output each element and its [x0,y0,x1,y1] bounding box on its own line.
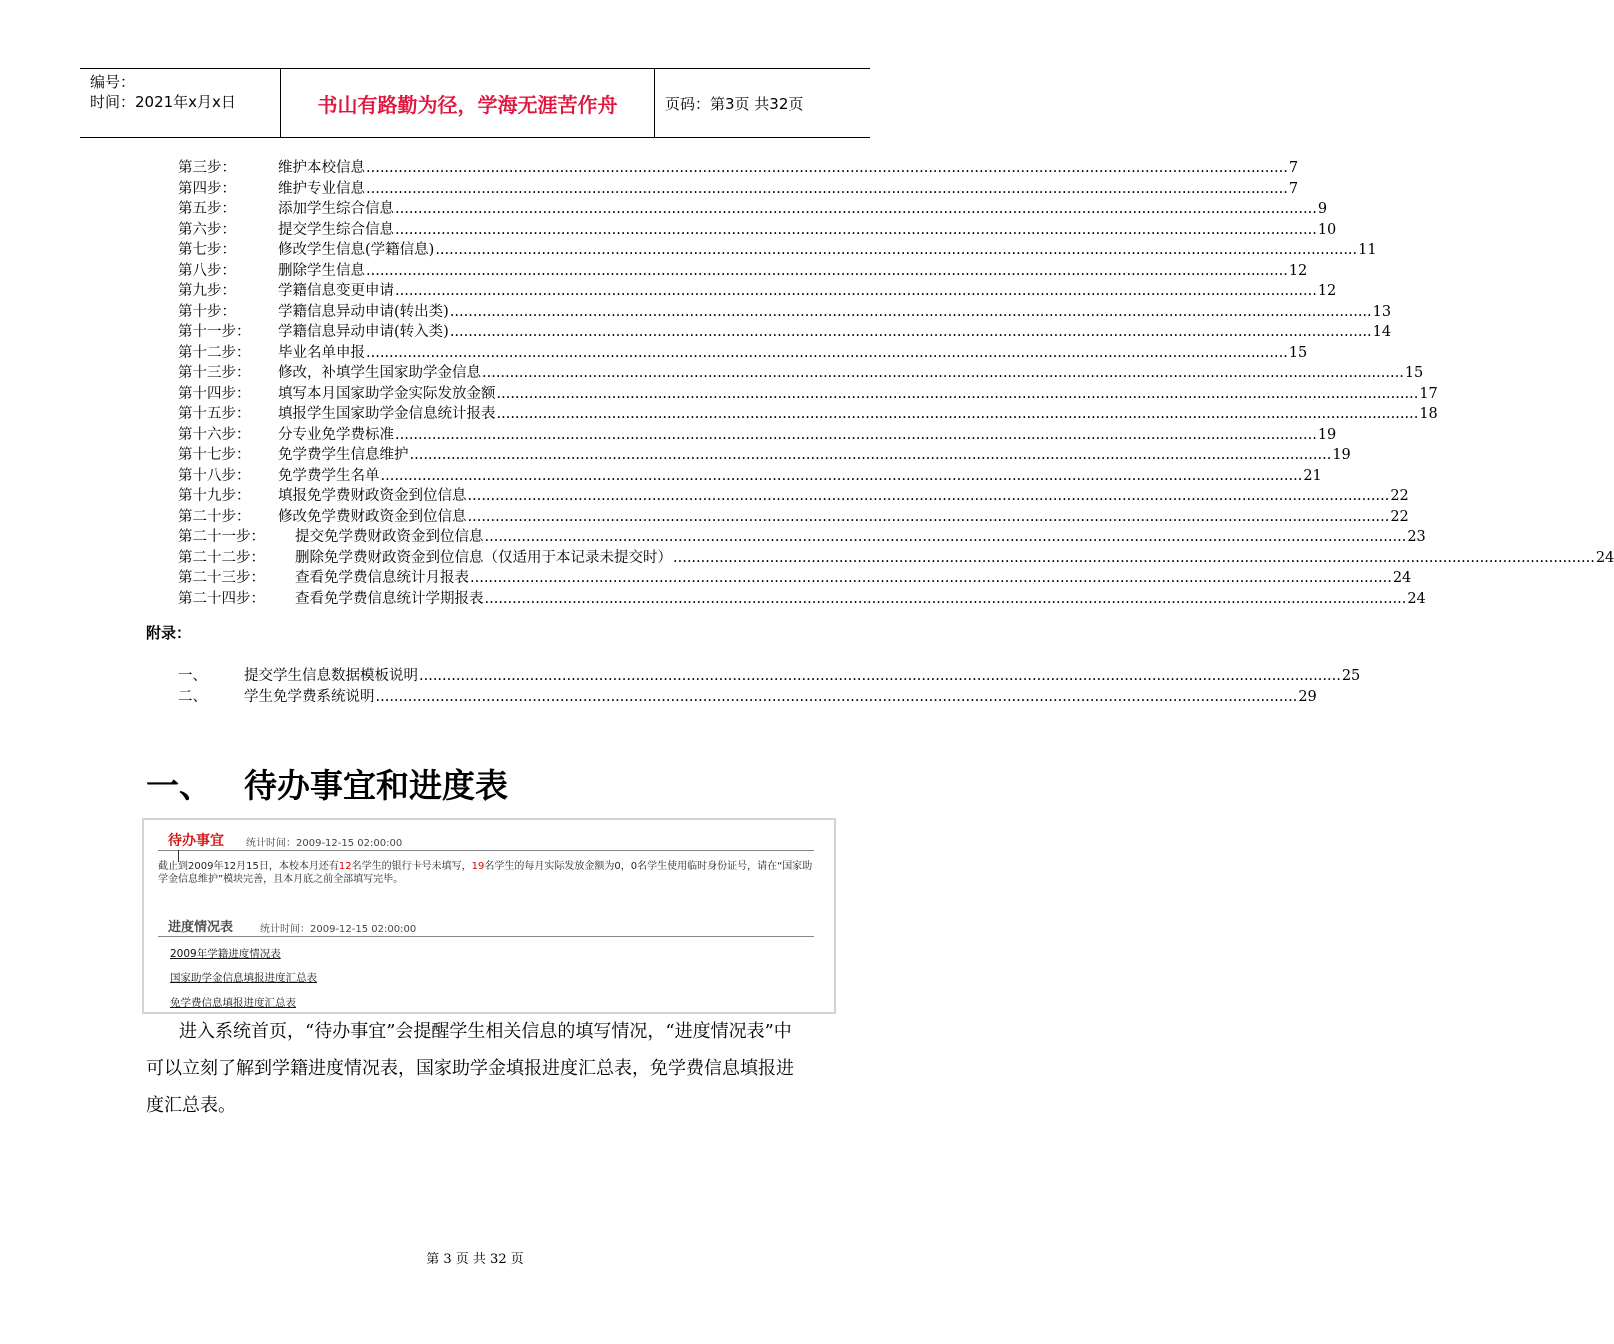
toc-page: 15 [1288,344,1308,361]
toc-title: 免学费学生信息维护 [278,447,409,463]
toc-leader: ........................................................................................................................................................................................................ [366,160,1288,176]
toc-entry [178,322,1392,343]
toc-leader: ........................................................................................................................................................................................................ [673,549,1595,566]
time-label: 时间：2021年x月x日 [90,93,236,111]
todo-message [158,860,818,886]
toc-step: 第八步： [178,262,236,279]
paragraph-text: 进入系统首页，“待办事宜”会提醒学生相关信息的填写情况，“进度情况表”中可以立刻了解到学籍进度情况表，国家助学金填报进度汇总表，免学费信息填报进度汇总表。 [146,1021,794,1116]
toc-step: 第十四步： [178,385,251,402]
motto: 书山有路勤为径，学海无涯苦作舟 [281,69,655,137]
toc-leader: ........................................................................................................................................................................................................ [380,467,1303,484]
toc-step: 第九步： [178,283,236,299]
toc-page: 19 [1317,426,1337,443]
toc-step: 第二十三步： [178,570,265,586]
toc-entry [178,445,1351,466]
toc-leader: ........................................................................................................................................................................................................ [496,385,1419,402]
toc-leader: ........................................................................................................................................................................................................ [470,570,1392,586]
section-number: 一、 [146,766,212,805]
toc-page: 22 [1390,508,1409,525]
divider [158,850,814,851]
number-label: 编号： [90,73,136,91]
toc-entry [178,240,1377,261]
toc-page: 7 [1288,160,1299,176]
toc-title: 提交学生综合信息 [278,221,394,238]
toc-leader: ........................................................................................................................................................................................................ [484,529,1407,545]
todo-title: 待办事宜 [168,833,224,849]
toc-title: 分专业免学费标准 [278,426,394,443]
toc-page: 24 [1595,549,1614,566]
system-screenshot [142,818,836,1014]
toc-leader: ........................................................................................................................................................................................................ [467,508,1390,525]
toc-page: 10 [1317,221,1337,238]
toc-entry [178,568,1412,589]
toc-step: 第十七步： [178,447,251,463]
toc-step: 一、 [178,668,207,684]
toc-title: 删除学生信息 [278,262,365,279]
toc-leader: ........................................................................................................................................................................................................ [482,365,1404,381]
toc-entry [178,261,1308,282]
link-tuition-progress[interactable]: 免学费信息填报进度汇总表 [170,997,296,1009]
toc-entry [178,158,1299,179]
msg-count-2: 19 [471,861,485,872]
toc-leader: ........................................................................................................................................................................................................ [435,242,1358,258]
toc-title: 提交免学费财政资金到位信息 [295,529,484,545]
toc-entry [178,548,1614,569]
body-paragraph [146,1013,808,1124]
toc-title: 免学费学生名单 [278,467,380,484]
toc-entry [178,281,1337,302]
toc-leader: ........................................................................................................................................................................................................ [419,668,1341,684]
toc-entry [178,687,1317,708]
toc-title: 学籍信息异动申请(转出类) [278,303,449,320]
toc-leader: ........................................................................................................................................................................................................ [395,426,1317,443]
toc-page: 13 [1372,303,1392,320]
divider [158,936,814,937]
toc-step: 第十八步： [178,467,251,484]
msg-part: 名学生的银行卡号未填写， [351,861,472,872]
toc-page: 29 [1298,688,1317,705]
toc-leader: ........................................................................................................................................................................................................ [449,303,1372,320]
progress-time: 统计时间：2009-12-15 02:00:00 [260,924,417,935]
toc-page: 24 [1392,570,1412,586]
toc-leader: ........................................................................................................................................................................................................ [496,406,1419,422]
toc-title: 填报免学费财政资金到位信息 [278,488,467,504]
toc-entry [178,302,1392,323]
table-of-contents [178,158,1614,609]
section-title: 待办事宜和进度表 [244,766,508,805]
toc-step: 第十六步： [178,426,251,443]
toc-title: 查看免学费信息统计月报表 [295,570,469,586]
toc-title: 学籍信息异动申请(转入类) [278,324,449,340]
toc-page: 23 [1407,529,1426,545]
page-footer: 第 3 页 共 32 页 [426,1252,524,1267]
toc-leader: ........................................................................................................................................................................................................ [366,344,1288,361]
toc-step: 第七步： [178,242,236,258]
toc-entry [178,199,1328,220]
toc-step: 第四步： [178,180,236,197]
msg-part: 截止到2009年12月15日，本校本月还有 [158,861,339,872]
toc-leader: ........................................................................................................................................................................................................ [467,488,1390,504]
toc-entry [178,363,1424,384]
toc-page: 25 [1341,668,1361,684]
toc-step: 第十九步： [178,488,251,504]
toc-step: 第十步： [178,303,236,320]
toc-step: 第二十四步： [178,590,265,607]
page-info: 页码：第3页 共32页 [665,94,804,113]
todo-time: 统计时间：2009-12-15 02:00:00 [246,838,403,849]
toc-page: 9 [1317,201,1328,217]
toc-title: 查看免学费信息统计学期报表 [295,590,484,607]
toc-title: 维护专业信息 [278,180,365,197]
toc-step: 第十二步： [178,344,251,361]
toc-entry [178,507,1409,528]
toc-title: 填写本月国家助学金实际发放金额 [278,385,496,402]
toc-page: 12 [1317,283,1337,299]
toc-step: 第十五步： [178,406,251,422]
toc-step: 第六步： [178,221,236,238]
appendix-label: 附录： [146,624,192,642]
toc-step: 第十一步： [178,324,251,340]
toc-title: 学籍信息变更申请 [278,283,394,299]
toc-entry [178,404,1438,425]
toc-leader: ........................................................................................................................................................................................................ [395,201,1317,217]
toc-leader: ........................................................................................................................................................................................................ [395,221,1317,238]
toc-leader: ........................................................................................................................................................................................................ [409,447,1332,463]
toc-leader: ........................................................................................................................................................................................................ [375,688,1298,705]
toc-page: 19 [1332,447,1351,463]
toc-page: 12 [1288,262,1308,279]
toc-page: 11 [1358,242,1377,258]
toc-leader: ........................................................................................................................................................................................................ [449,324,1372,340]
toc-entry [178,527,1426,548]
document-header [80,68,870,138]
toc-title: 学生免学费系统说明 [244,688,375,705]
toc-entry [178,343,1308,364]
toc-entry [178,466,1322,487]
toc-entry [178,425,1337,446]
toc-leader: ........................................................................................................................................................................................................ [395,283,1317,299]
toc-step: 第二十二步： [178,549,265,566]
toc-page: 21 [1303,467,1322,484]
toc-page: 17 [1419,385,1438,402]
toc-step: 第十三步： [178,365,251,381]
toc-title: 删除免学费财政资金到位信息（仅适用于本记录未提交时） [295,549,672,566]
toc-title: 毕业名单申报 [278,344,365,361]
toc-page: 14 [1372,324,1392,340]
toc-step: 第五步： [178,201,236,217]
progress-title: 进度情况表 [168,920,234,935]
link-enrollment-progress[interactable]: 2009年学籍进度情况表 [170,948,281,960]
toc-page: 18 [1419,406,1438,422]
toc-title: 修改学生信息(学籍信息) [278,242,435,258]
toc-step: 第二十一步： [178,529,265,545]
toc-page: 7 [1288,180,1299,197]
toc-entry [178,486,1409,507]
toc-entry [178,589,1426,610]
toc-entry [178,179,1299,200]
toc-title: 修改免学费财政资金到位信息 [278,508,467,525]
toc-entry [178,220,1337,241]
msg-count-1: 12 [338,861,352,872]
toc-title: 修改，补填学生国家助学金信息 [278,365,481,381]
msg-part: 名学生的每月实际发放金额为0，0名学生使用临时身份证号，请在“国家助学金信息维护”模块完善，且本月底之前全部填写完毕。 [158,861,813,885]
toc-page: 15 [1404,365,1424,381]
toc-title: 提交学生信息数据模板说明 [244,668,418,684]
toc-title: 填报学生国家助学金信息统计报表 [278,406,496,422]
toc-title: 维护本校信息 [278,160,365,176]
link-grant-progress[interactable]: 国家助学金信息填报进度汇总表 [170,972,317,984]
toc-leader: ........................................................................................................................................................................................................ [366,180,1288,197]
header-meta [80,69,281,137]
toc-step: 第二十步： [178,508,251,525]
section-heading [146,760,508,807]
toc-entry [178,666,1361,687]
appendix-list [178,666,1361,707]
toc-step: 二、 [178,688,207,705]
toc-step: 第三步： [178,160,236,176]
toc-leader: ........................................................................................................................................................................................................ [366,262,1288,279]
toc-page: 24 [1407,590,1426,607]
toc-page: 22 [1390,488,1409,504]
toc-entry [178,384,1438,405]
toc-leader: ........................................................................................................................................................................................................ [484,590,1407,607]
toc-title: 添加学生综合信息 [278,201,394,217]
